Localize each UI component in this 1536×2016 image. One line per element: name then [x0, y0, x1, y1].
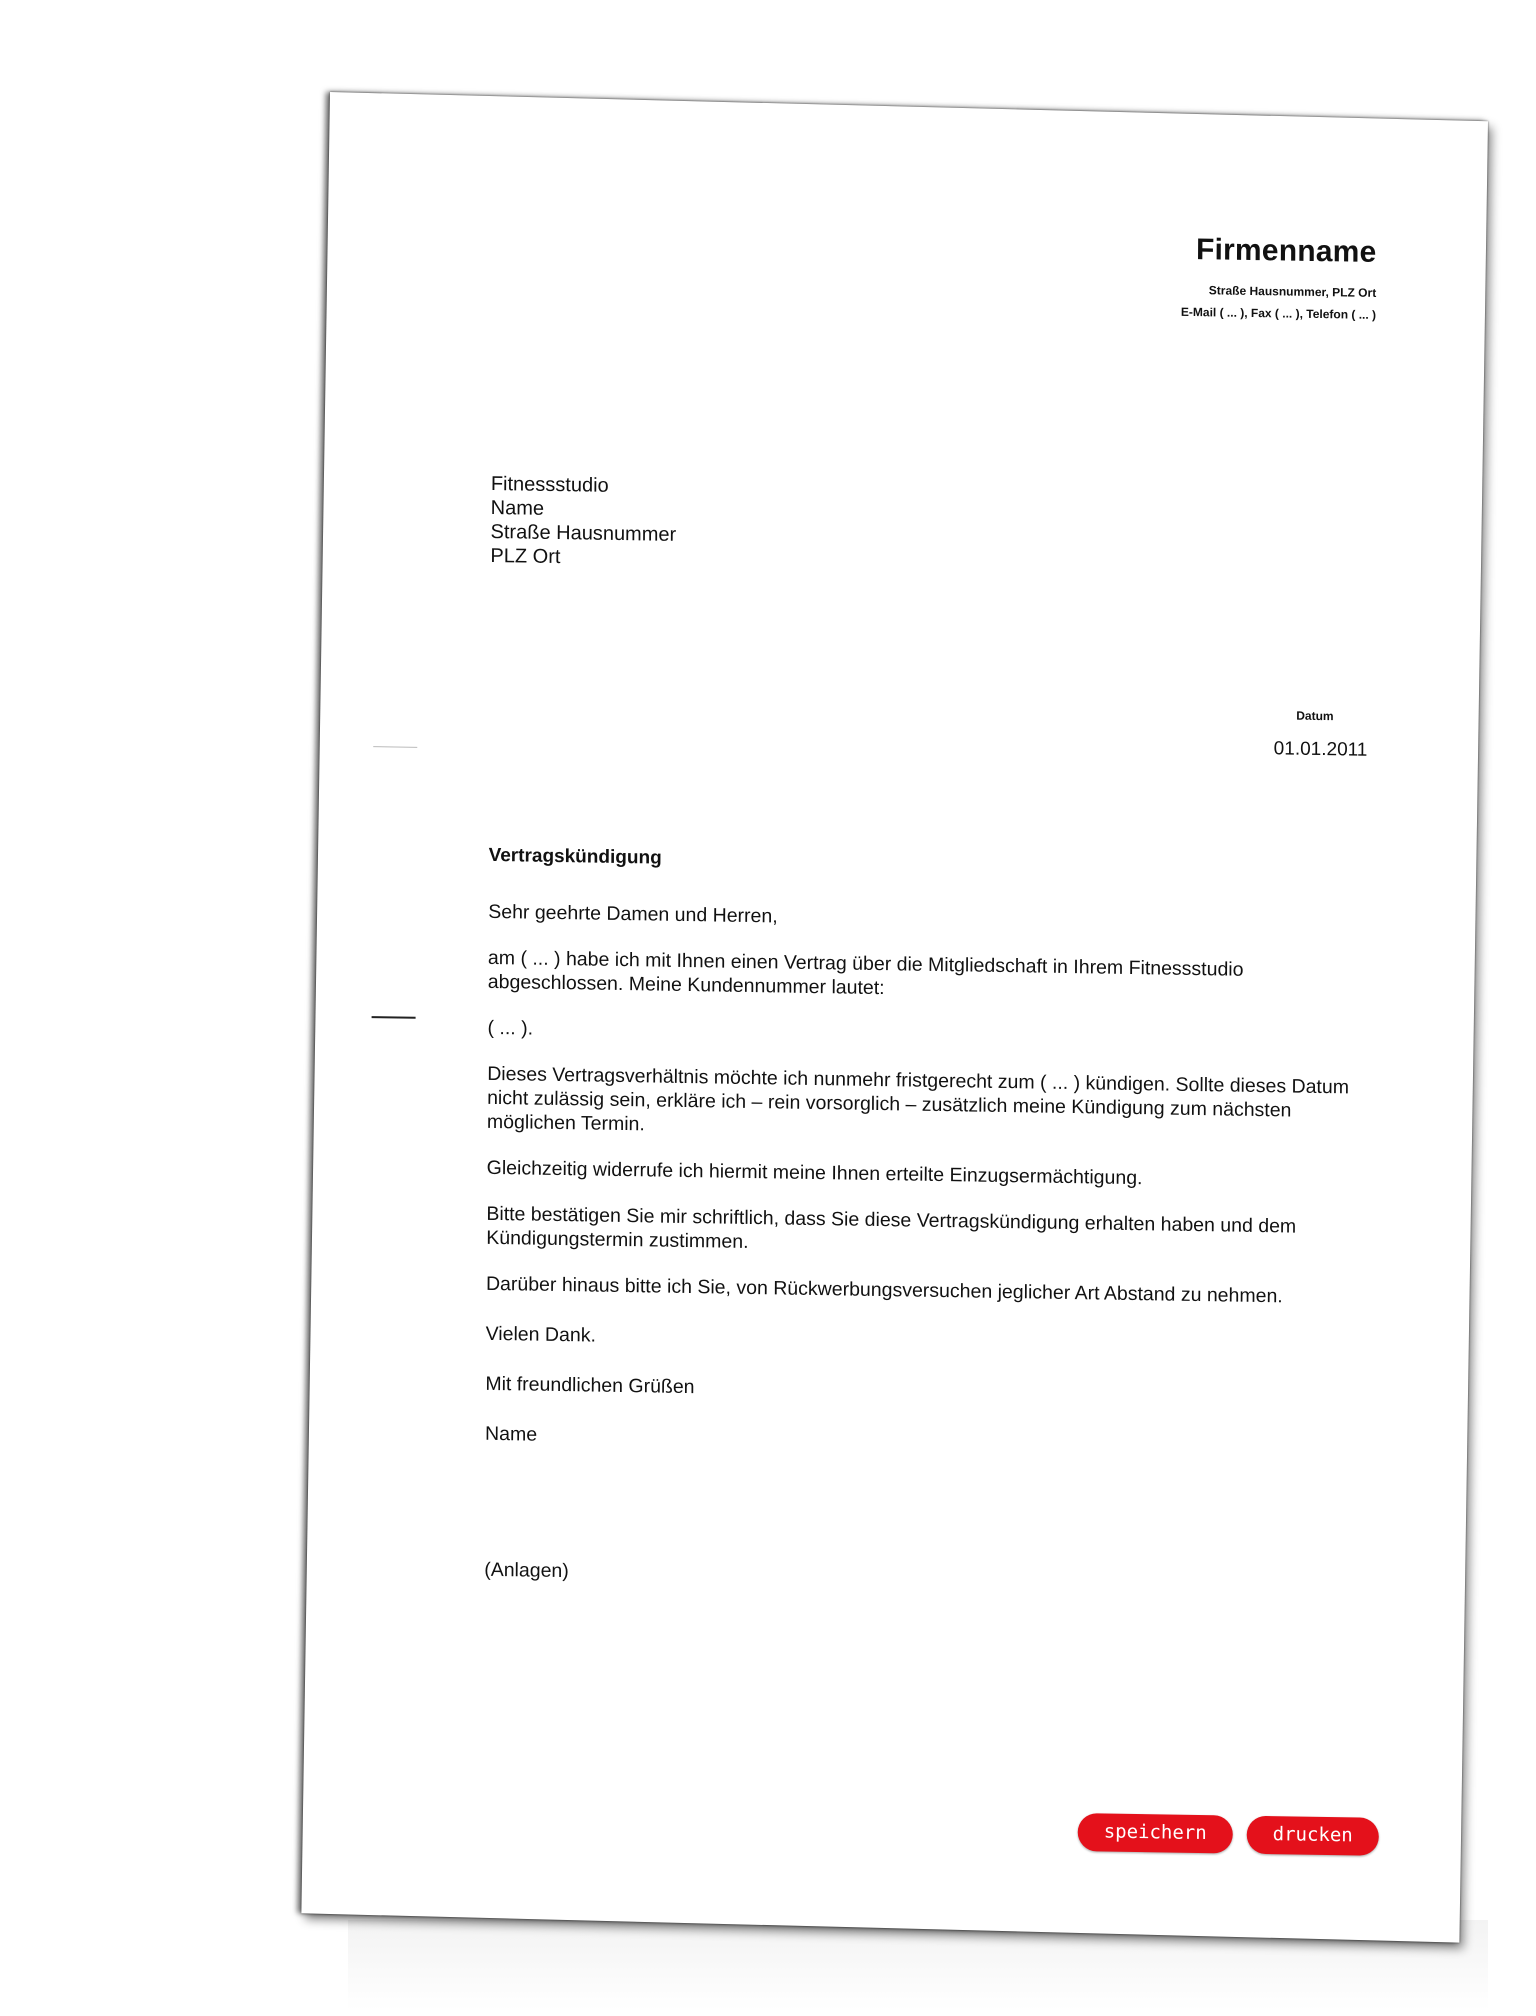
letter-paragraph: am ( ... ) habe ich mit Ihnen einen Vertrag über die Mitgliedschaft in Ihrem Fitnessstudio abgeschlossen. Meine Kundennummer lautet: — [487, 946, 1244, 1000]
letter-subject: Vertragskündigung — [488, 844, 662, 869]
save-button[interactable]: speichern — [1078, 1813, 1233, 1853]
date-value: 01.01.2011 — [1273, 738, 1368, 761]
letter-sheet — [301, 92, 1488, 1943]
recipient-line: Name — [490, 497, 545, 520]
company-contact: E-Mail ( ... ), Fax ( ... ), Telefon ( ... ) — [1180, 304, 1377, 322]
company-header — [1181, 233, 1377, 326]
letter-attachments: (Anlagen) — [484, 1558, 569, 1583]
letter-paragraph: Darüber hinaus bitte ich Sie, von Rückwerbungsversuchen jeglicher Art Abstand zu nehmen. — [485, 1272, 1283, 1308]
date-label: Datum — [1296, 708, 1334, 724]
letter-body — [484, 844, 1369, 1618]
company-name: Firmenname — [1195, 233, 1377, 269]
letter-paragraph: ( ... ). — [487, 1016, 534, 1040]
letter-paragraph: Dieses Vertragsverhältnis möchte ich nunmehr fristgerecht zum ( ... ) kündigen. Sollte dieses Datum nicht zulässig sein, erkläre ich – rein vorsorglich – zusätzlich meine Kündigung zum nächsten möglichen Termin. — [486, 1062, 1350, 1136]
company-address: Straße Hausnummer, PLZ Ort — [1208, 283, 1377, 300]
recipient-line: PLZ Ort — [490, 544, 561, 569]
letter-paragraph: Gleichzeitig widerrufe ich hiermit meine Ihnen erteilte Einzugsermächtigung. — [486, 1156, 1143, 1190]
letter-signature: Name — [484, 1422, 538, 1446]
print-button[interactable]: drucken — [1247, 1816, 1379, 1856]
letter-closing: Mit freundlichen Grüßen — [485, 1372, 695, 1399]
recipient-line: Fitnessstudio — [490, 473, 609, 497]
letter-salutation: Sehr geehrte Damen und Herren, — [488, 900, 778, 928]
letter-thanks: Vielen Dank. — [485, 1322, 596, 1347]
action-buttons — [1078, 1813, 1379, 1856]
recipient-line: Straße Hausnummer — [490, 520, 677, 546]
recipient-address — [490, 472, 676, 571]
fold-mark — [373, 746, 417, 748]
letter-content — [310, 97, 1479, 1937]
punch-mark — [372, 1016, 416, 1019]
letter-paragraph: Bitte bestätigen Sie mir schriftlich, dass Sie diese Vertragskündigung erhalten haben und dem Kündigungstermin zustimmen. — [486, 1202, 1297, 1253]
